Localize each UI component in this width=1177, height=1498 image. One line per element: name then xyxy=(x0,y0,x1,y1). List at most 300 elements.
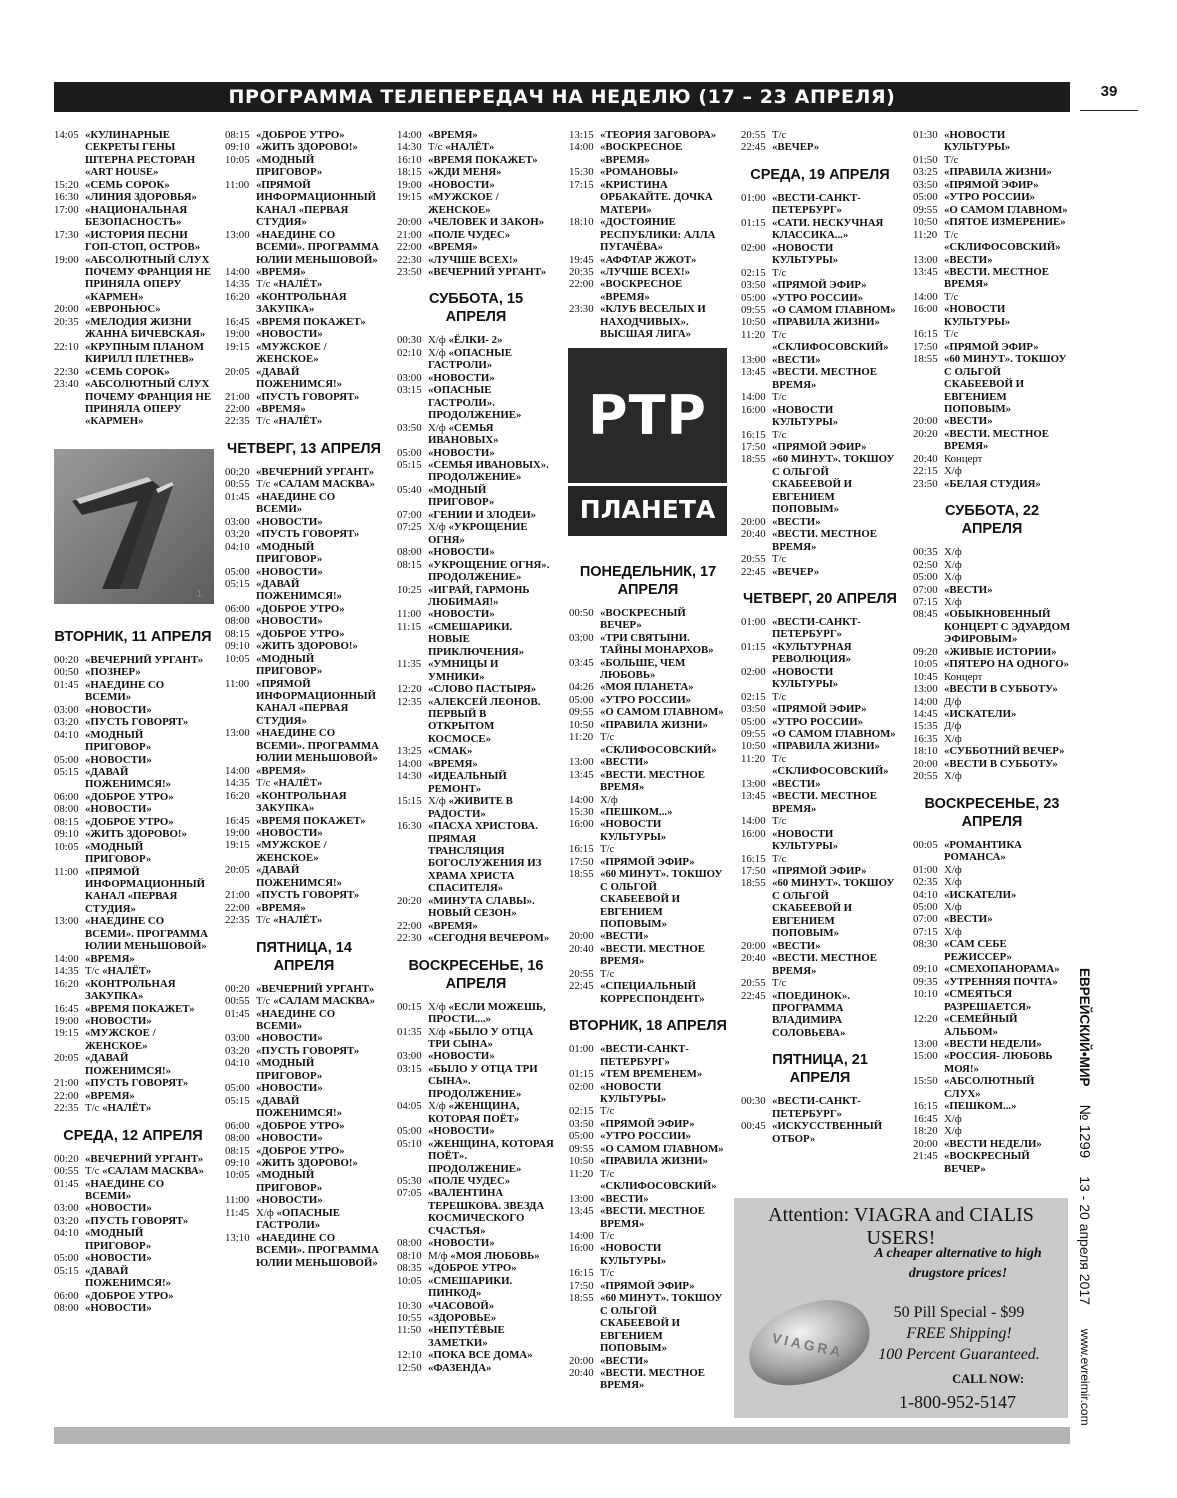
entry-time: 22:45 xyxy=(569,980,594,993)
entry-program xyxy=(256,628,383,640)
entry-time: 19:00 xyxy=(54,1015,79,1028)
schedule-entry xyxy=(913,938,1071,963)
schedule-entry xyxy=(397,1362,555,1374)
entry-program xyxy=(772,553,899,565)
entry-title: «ВЕСТИ» xyxy=(600,756,649,769)
entry-title: «КОНТРОЛЬНАЯ ЗАКУПКА» xyxy=(85,977,176,1003)
schedule-entry xyxy=(913,353,1071,415)
entry-time: 18:55 xyxy=(913,353,938,366)
entry-time: 09:20 xyxy=(913,645,938,658)
schedule-entry xyxy=(225,566,383,578)
entry-program xyxy=(256,516,383,528)
entry-program xyxy=(944,1013,1071,1038)
entry-time: 06:00 xyxy=(54,1289,79,1302)
entry-title: «ПРАВИЛА ЖИЗНИ» xyxy=(772,740,880,753)
schedule-entry xyxy=(569,843,727,855)
entry-type: Х/ф xyxy=(428,346,449,359)
entry-time: 20:40 xyxy=(569,942,594,955)
schedule-entry xyxy=(54,1252,212,1264)
entry-time: 20:00 xyxy=(569,930,594,943)
schedule-entry xyxy=(225,328,383,340)
entry-time: 11:00 xyxy=(225,677,250,690)
entry-time: 03:20 xyxy=(54,716,79,729)
entry-program xyxy=(85,1077,212,1089)
entry-time: 02:00 xyxy=(741,665,766,678)
schedule-column-5 xyxy=(741,129,899,1145)
entry-time: 06:00 xyxy=(225,602,250,615)
entry-time: 09:55 xyxy=(741,728,766,741)
channel-one-logo-text: 1 xyxy=(196,589,202,600)
ad-phone-number[interactable]: 1-800-952-5147 xyxy=(899,1392,1016,1412)
schedule-entry xyxy=(397,241,555,253)
entry-program xyxy=(944,1138,1071,1150)
schedule-entry xyxy=(569,694,727,706)
entry-program xyxy=(428,509,555,521)
entry-program xyxy=(944,745,1071,757)
entry-type: Т/с xyxy=(600,843,615,856)
entry-program xyxy=(944,204,1071,216)
entry-program xyxy=(256,528,383,540)
entry-title: «ДАВАЙ ПОЖЕНИМСЯ!» xyxy=(256,365,342,391)
entry-title: «МИНУТА СЛАВЫ». НОВЫЙ СЕЗОН» xyxy=(428,894,535,920)
entry-title: «СМЕШАРИКИ. НОВЫЕ ПРИКЛЮЧЕНИЯ» xyxy=(428,620,525,658)
entry-time: 14:00 xyxy=(225,265,250,278)
entry-program xyxy=(944,1038,1071,1050)
entry-title: «КЛУБ ВЕСЕЛЫХ И НАХОДЧИВЫХ». ВЫСШАЯ ЛИГА» xyxy=(600,303,706,341)
schedule-entry xyxy=(741,292,899,304)
entry-type: Х/ф xyxy=(944,465,962,478)
entry-title: «НОВОСТИ КУЛЬТУРЫ» xyxy=(600,818,667,843)
entry-time: 14:00 xyxy=(741,391,766,404)
entry-time: 19:00 xyxy=(397,178,422,191)
entry-time: 07:05 xyxy=(397,1187,422,1200)
entry-title: «УТРО РОССИИ» xyxy=(600,1130,692,1143)
entry-program xyxy=(428,191,555,216)
entry-time: 11:00 xyxy=(397,608,422,621)
entry-time: 13:25 xyxy=(397,745,422,758)
schedule-entry xyxy=(397,795,555,820)
entry-title: «ВЕСТИ-САНКТ-ПЕТЕРБУРГ» xyxy=(600,1043,689,1068)
entry-program xyxy=(944,1050,1071,1075)
entry-title: «ДАВАЙ ПОЖЕНИМСЯ!» xyxy=(85,1264,171,1290)
entry-title: «О САМОМ ГЛАВНОМ» xyxy=(600,706,724,719)
entry-title: «МУЖСКОЕ / ЖЕНСКОЕ» xyxy=(256,839,327,864)
entry-time: 15:00 xyxy=(913,1050,938,1063)
entry-time: 14:05 xyxy=(54,129,79,141)
entry-program xyxy=(944,1100,1071,1112)
entry-program xyxy=(600,1043,727,1068)
entry-program xyxy=(944,328,1071,340)
entry-time: 10:45 xyxy=(913,670,938,683)
entry-program xyxy=(256,1057,383,1082)
entry-time: 15:30 xyxy=(569,166,594,179)
entry-type: Т/с xyxy=(944,328,959,341)
schedule-entry xyxy=(569,1081,727,1106)
entry-program xyxy=(600,794,727,806)
schedule-entry xyxy=(54,654,212,666)
entry-program xyxy=(85,191,212,203)
schedule-entry xyxy=(913,745,1071,757)
entry-program xyxy=(256,1095,383,1120)
entry-program xyxy=(600,1068,727,1080)
entry-time: 03:45 xyxy=(569,656,594,669)
entry-title: «МОДНЫЙ ПРИГОВОР» xyxy=(256,1057,323,1082)
schedule-entry xyxy=(397,820,555,895)
entry-program xyxy=(600,943,727,968)
schedule-entry xyxy=(741,790,899,815)
entry-program xyxy=(85,129,212,179)
entry-time: 04:10 xyxy=(225,540,250,553)
entry-title: «ПРЯМОЙ ЭФИР» xyxy=(600,1117,695,1130)
entry-time: 02:00 xyxy=(741,241,766,254)
entry-title: «СМЕШАРИКИ. ПИНКОД» xyxy=(428,1274,513,1300)
entry-time: 00:05 xyxy=(913,838,938,851)
entry-program xyxy=(944,559,1071,571)
schedule-entry xyxy=(569,968,727,980)
entry-time: 16:15 xyxy=(569,843,594,856)
entry-title: «КРИСТИНА ОРБАКАЙТЕ. ДОЧКА МАТЕРИ» xyxy=(600,178,713,216)
entry-time: 21:00 xyxy=(54,1077,79,1090)
entry-program xyxy=(944,453,1071,465)
schedule-entry xyxy=(913,1138,1071,1150)
schedule-entry xyxy=(397,334,555,346)
schedule-entry xyxy=(54,1202,212,1214)
page-title-banner: ПРОГРАММА ТЕЛЕПЕРЕДАЧ НА НЕДЕЛЮ (17 – 23 АПРЕЛЯ) xyxy=(54,82,1070,112)
entry-title: «НАЦИОНАЛЬНАЯ БЕЗОПАСНОСТЬ» xyxy=(85,203,188,229)
entry-title: «УТРО РОССИИ» xyxy=(772,291,864,304)
entry-type: Д/ф xyxy=(944,720,962,733)
entry-program xyxy=(944,770,1071,782)
entry-program xyxy=(600,1193,727,1205)
entry-program xyxy=(85,704,212,716)
entry-title: «ВЕСТИ» xyxy=(600,1192,649,1205)
entry-program xyxy=(600,632,727,657)
entry-program xyxy=(428,334,555,346)
entry-program xyxy=(85,1302,212,1314)
entry-program xyxy=(772,1095,899,1120)
entry-time: 10:05 xyxy=(913,658,938,671)
entry-program xyxy=(256,266,383,278)
entry-title: «НАЕДИНЕ СО ВСЕМИ» xyxy=(256,1007,336,1032)
schedule-entry xyxy=(397,266,555,278)
entry-program xyxy=(256,1032,383,1044)
entry-type: Х/ф xyxy=(428,1025,449,1038)
entry-time: 14:00 xyxy=(913,695,938,708)
entry-program xyxy=(772,391,899,403)
entry-time: 10:05 xyxy=(225,652,250,665)
entry-title: «ОБЫКНОВЕННЫЙ КОНЦЕРТ С ЭДУАРДОМ ЭФИРОВЫМ» xyxy=(944,608,1071,646)
schedule-entry xyxy=(569,1130,727,1142)
schedule-entry xyxy=(225,1194,383,1206)
schedule-entry xyxy=(397,484,555,509)
entry-title: «ПРЯМОЙ ИНФОРМАЦИОННЫЙ КАНАЛ «ПЕРВАЯ СТУДИЯ» xyxy=(256,178,376,229)
entry-time: 09:55 xyxy=(913,203,938,216)
entry-time: 16:15 xyxy=(569,1267,594,1280)
entry-title: «НОВОСТИ» xyxy=(428,546,495,559)
entry-program xyxy=(600,769,727,794)
entry-time: 00:20 xyxy=(225,982,250,995)
entry-time: 00:45 xyxy=(741,1120,766,1133)
entry-title: «ВЕСТИ. МЕСТНОЕ ВРЕМЯ» xyxy=(600,768,705,794)
schedule-entry xyxy=(225,1057,383,1082)
entry-program xyxy=(85,679,212,704)
entry-title: «НОВОСТИ» xyxy=(256,515,323,528)
entry-title: «НОВОСТИ» xyxy=(85,753,152,766)
schedule-entry xyxy=(741,753,899,778)
schedule-entry xyxy=(397,584,555,609)
schedule-entry xyxy=(913,608,1071,645)
entry-program xyxy=(428,1349,555,1361)
entry-title: «НАЕДИНЕ СО ВСЕМИ». ПРОГРАММА ЮЛИИ МЕНЬШОВОЙ» xyxy=(85,915,208,953)
entry-program xyxy=(772,316,899,328)
schedule-entry xyxy=(54,978,212,1003)
entry-title: «КУЛИНАРНЫЕ СЕКРЕТЫ ГЕНЫ ШТЕРНА РЕСТОРАН «ART HOUSE» xyxy=(85,129,196,179)
issue-number: № 1299 xyxy=(1076,1104,1094,1159)
schedule-entry xyxy=(397,347,555,372)
entry-title: «ДОБРОЕ УТРО» xyxy=(85,815,174,828)
entry-title: «НОВОСТИ» xyxy=(85,1252,152,1265)
schedule-entry xyxy=(225,1095,383,1120)
schedule-entry xyxy=(913,179,1071,191)
entry-time: 00:35 xyxy=(913,546,938,559)
entry-time: 14:00 xyxy=(225,764,250,777)
entry-type: Х/ф xyxy=(428,795,449,808)
entry-title: «ДОБРОЕ УТРО» xyxy=(256,129,345,141)
schedule-entry xyxy=(54,1215,212,1227)
schedule-entry xyxy=(913,720,1071,732)
entry-title: «НОВОСТИ КУЛЬТУРЫ» xyxy=(772,665,839,691)
entry-title: «НОВОСТИ» xyxy=(85,1302,152,1315)
schedule-entry xyxy=(397,559,555,584)
entry-time: 04:10 xyxy=(54,1227,79,1240)
entry-program xyxy=(944,1150,1071,1175)
schedule-entry xyxy=(54,1027,212,1052)
entry-time: 11:20 xyxy=(913,228,938,241)
entry-time: 00:20 xyxy=(225,465,250,478)
entry-type: Х/ф xyxy=(944,1125,962,1138)
schedule-entry xyxy=(569,930,727,942)
entry-program xyxy=(600,968,727,980)
schedule-entry xyxy=(225,141,383,153)
entry-program xyxy=(256,727,383,764)
schedule-entry xyxy=(569,731,727,756)
entry-title: «ЖИТЬ ЗДОРОВО!» xyxy=(85,828,187,841)
entry-program xyxy=(428,795,555,820)
schedule-entry xyxy=(913,839,1071,864)
entry-program xyxy=(944,229,1071,254)
entry-program xyxy=(772,691,899,703)
entry-time: 16:15 xyxy=(741,852,766,865)
entry-title: «АБСОЛЮТНЫЙ СЛУХ» xyxy=(944,1075,1035,1100)
entry-title: «МОДНЫЙ ПРИГОВОР» xyxy=(85,1227,152,1252)
day-heading: ВОСКРЕСЕНЬЕ, 16 АПРЕЛЯ xyxy=(408,957,544,992)
entry-time: 00:55 xyxy=(54,1165,79,1178)
entry-program xyxy=(944,839,1071,864)
entry-title: «ПУСТЬ ГОВОРЯТ» xyxy=(256,889,360,902)
entry-time: 22:35 xyxy=(225,415,250,428)
entry-title: «ВРЕМЯ ПОКАЖЕТ» xyxy=(428,153,538,166)
entry-title: «КОНТРОЛЬНАЯ ЗАКУПКА» xyxy=(256,789,347,815)
entry-title: «ИСКАТЕЛИ» xyxy=(944,708,1017,721)
entry-program xyxy=(85,953,212,965)
entry-program xyxy=(600,868,727,930)
entry-time: 07:00 xyxy=(913,913,938,926)
schedule-entry xyxy=(569,1367,727,1392)
schedule-entry xyxy=(741,304,899,316)
schedule-entry xyxy=(54,1165,212,1177)
rtr-logo-text: РТР xyxy=(588,384,707,447)
entry-program xyxy=(256,316,383,328)
entry-time: 05:15 xyxy=(225,577,250,590)
entry-time: 19:15 xyxy=(225,839,250,852)
entry-title: «СКЛИФОСОВСКИЙ» xyxy=(600,1180,717,1193)
entry-title: «ПАСХА ХРИСТОВА. ПРЯМАЯ ТРАНСЛЯЦИЯ БОГОСЛУЖЕНИЯ ИЗ ХРАМА ХРИСТА СПАСИТЕЛЯ» xyxy=(428,820,542,895)
entry-title: «НОВОСТИ» xyxy=(428,608,495,621)
entry-title: «ФАЗЕНДА» xyxy=(428,1361,492,1374)
schedule-entry xyxy=(569,254,727,266)
schedule-column-1 xyxy=(54,129,212,1315)
entry-time: 12:50 xyxy=(397,1361,422,1374)
entry-type: Т/с xyxy=(772,428,787,441)
entry-program xyxy=(428,1362,555,1374)
entry-program xyxy=(944,428,1071,453)
entry-title: «ОПАСНЫЕ ГАСТРОЛИ» xyxy=(428,346,512,372)
entry-title: «ПУСТЬ ГОВОРЯТ» xyxy=(256,528,360,541)
schedule-entry xyxy=(54,1265,212,1290)
entry-title: «ИСКАТЕЛИ» xyxy=(944,888,1017,901)
entry-program xyxy=(772,192,899,217)
schedule-entry xyxy=(225,615,383,627)
entry-title: «ВАЛЕНТИНА ТЕРЕШКОВА. ЗВЕЗДА КОСМИЧЕСКОГО СЧАСТЬЯ» xyxy=(428,1187,545,1237)
entry-time: 22:00 xyxy=(397,919,422,932)
entry-program xyxy=(772,566,899,578)
schedule-entry xyxy=(913,341,1071,353)
entry-time: 04:10 xyxy=(225,1057,250,1070)
entry-time: 11:00 xyxy=(225,178,250,191)
schedule-entry xyxy=(397,384,555,421)
entry-title: «ПОКА ВСЕ ДОМА» xyxy=(428,1349,533,1362)
schedule-entry xyxy=(913,596,1071,608)
website-link[interactable]: www.evreimir.com xyxy=(1078,1328,1092,1426)
entry-time: 10:50 xyxy=(569,718,594,731)
entry-program xyxy=(256,653,383,678)
schedule-entry xyxy=(225,914,383,926)
schedule-entry xyxy=(225,415,383,427)
entry-program xyxy=(944,129,1071,154)
schedule-entry xyxy=(225,229,383,266)
entry-program xyxy=(428,820,555,895)
entry-program xyxy=(256,1207,383,1232)
entry-program xyxy=(85,1202,212,1214)
entry-title: «РОССИЯ- ЛЮБОВЬ МОЯ!» xyxy=(944,1050,1053,1075)
entry-title: «ПУСТЬ ГОВОРЯТ» xyxy=(85,1077,189,1090)
entry-program xyxy=(944,415,1071,427)
entry-title: «ВРЕМЯ» xyxy=(85,1089,135,1102)
entry-program xyxy=(944,608,1071,645)
schedule-entry xyxy=(913,191,1071,203)
entry-program xyxy=(85,378,212,428)
entry-title: «СКЛИФОСОВСКИЙ» xyxy=(772,341,889,354)
entry-time: 14:35 xyxy=(54,965,79,978)
entry-time: 09:10 xyxy=(225,640,250,653)
entry-type: Х/ф xyxy=(944,1112,962,1125)
entry-title: «СЕМЬЯ ИВАНОВЫХ». ПРОДОЛЖЕНИЕ» xyxy=(428,458,549,484)
entry-program xyxy=(772,716,899,728)
entry-title: «МЕЛОДИЯ ЖИЗНИ ЖАННА БИЧЕВСКАЯ» xyxy=(85,315,206,341)
entry-program xyxy=(256,640,383,652)
entry-program xyxy=(944,266,1071,291)
entry-time: 01:45 xyxy=(54,1177,79,1190)
entry-time: 09:55 xyxy=(569,1142,594,1155)
schedule-entry xyxy=(54,1015,212,1027)
schedule-entry xyxy=(397,932,555,944)
entry-program xyxy=(600,1367,727,1392)
entry-title: «ВЕЧЕР» xyxy=(772,141,820,154)
schedule-entry xyxy=(741,354,899,366)
entry-time: 05:00 xyxy=(741,291,766,304)
schedule-entry xyxy=(741,977,899,989)
entry-program xyxy=(600,856,727,868)
entry-program xyxy=(85,965,212,977)
entry-time: 16:30 xyxy=(54,191,79,204)
entry-title: «НОВОСТИ» xyxy=(85,703,152,716)
schedule-entry xyxy=(569,1068,727,1080)
entry-time: 20:40 xyxy=(913,452,938,465)
entry-program xyxy=(256,328,383,340)
schedule-entry xyxy=(569,1205,727,1230)
schedule-entry xyxy=(741,853,899,865)
schedule-entry xyxy=(225,1207,383,1232)
entry-time: 19:15 xyxy=(54,1027,79,1040)
side-publication-info xyxy=(1075,968,1095,1428)
entry-title: «ПРЯМОЙ ЭФИР» xyxy=(772,440,867,453)
schedule-entry xyxy=(913,646,1071,658)
entry-title: «ВЕСТИ-САНКТ-ПЕТЕРБУРГ» xyxy=(772,1095,861,1120)
entry-type: Т/с xyxy=(85,965,103,978)
schedule-entry xyxy=(741,691,899,703)
schedule-entry xyxy=(397,1275,555,1300)
entry-time: 13:45 xyxy=(913,265,938,278)
entry-title: «ОПАСНЫЕ ГАСТРОЛИ» xyxy=(256,1206,340,1232)
schedule-entry xyxy=(741,217,899,242)
entry-title: «ИСТОРИЯ ПЕСНИ ГОП-СТОП, ОСТРОВ» xyxy=(85,228,201,254)
entry-program xyxy=(428,1262,555,1274)
entry-title: «ПУСТЬ ГОВОРЯТ» xyxy=(85,716,189,729)
schedule-entry xyxy=(913,683,1071,695)
entry-title: «НОВОСТИ» xyxy=(256,1082,323,1095)
entry-time: 12:20 xyxy=(397,683,422,696)
entry-title: «НОВОСТИ» xyxy=(256,1032,323,1045)
schedule-entry xyxy=(225,727,383,764)
entry-program xyxy=(944,658,1071,670)
entry-program xyxy=(772,304,899,316)
schedule-column-2 xyxy=(225,129,383,1269)
entry-type: Х/ф xyxy=(944,595,962,608)
schedule-entry xyxy=(397,770,555,795)
entry-program xyxy=(944,913,1071,925)
schedule-entry xyxy=(913,696,1071,708)
schedule-entry xyxy=(397,1349,555,1361)
entry-time: 16:00 xyxy=(569,818,594,831)
entry-time: 05:00 xyxy=(397,446,422,459)
entry-title: «ВРЕМЯ ПОКАЖЕТ» xyxy=(256,814,366,827)
entry-title: «ВРЕМЯ» xyxy=(428,757,478,770)
entry-time: 13:45 xyxy=(569,768,594,781)
entry-title: «ВЕСТИ» xyxy=(944,415,993,428)
entry-time: 18:15 xyxy=(397,166,422,179)
day-heading: ВОСКРЕСЕНЬЕ, 23 АПРЕЛЯ xyxy=(924,795,1060,830)
entry-title: «СУББОТНИЙ ВЕЧЕР» xyxy=(944,745,1065,758)
